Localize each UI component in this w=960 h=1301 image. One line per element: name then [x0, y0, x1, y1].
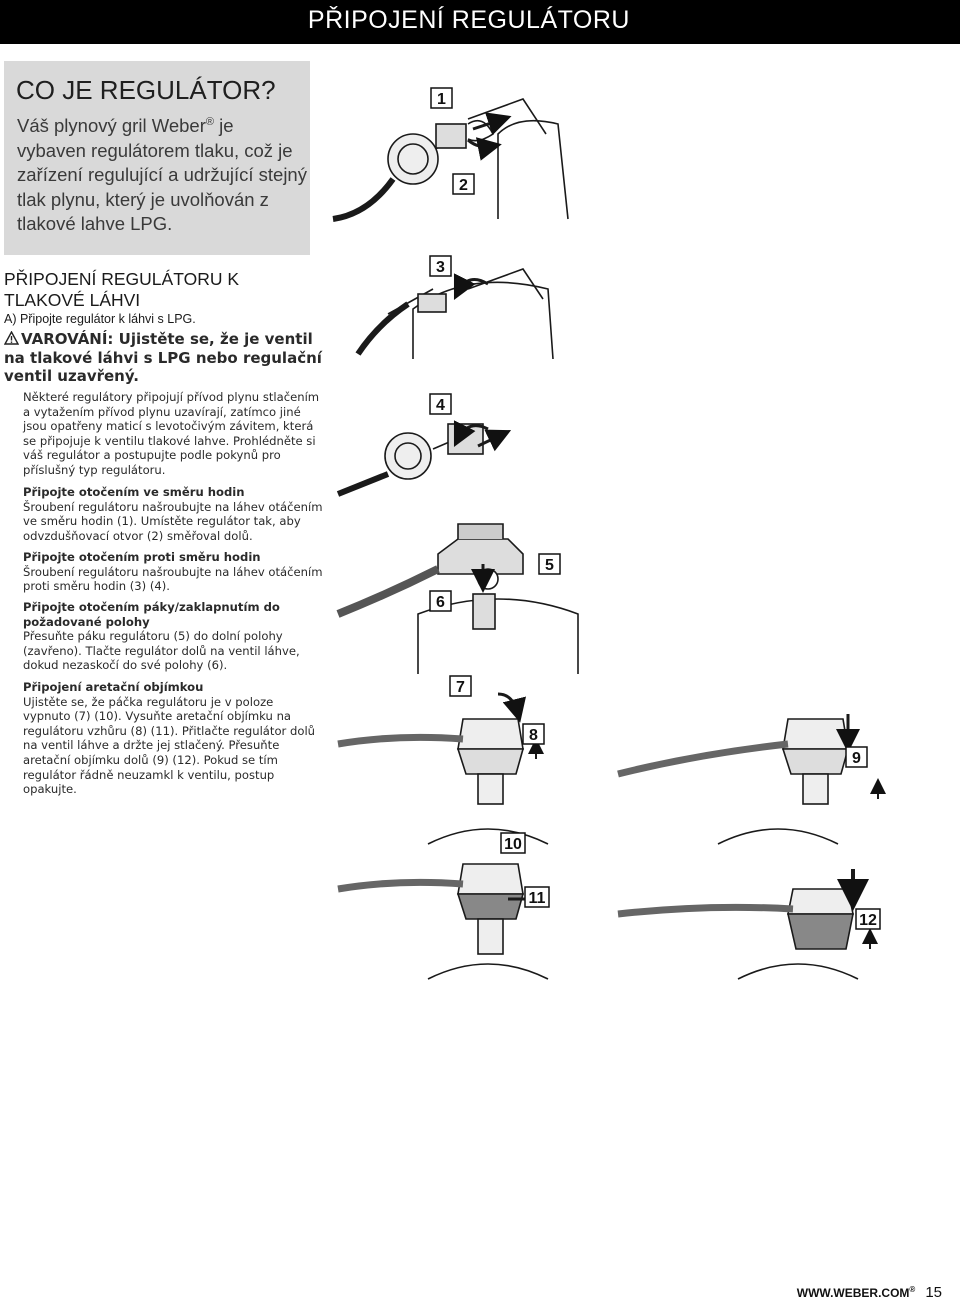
block-clockwise	[23, 485, 323, 543]
callout-1	[431, 88, 452, 108]
callout-2	[453, 174, 474, 194]
intro-text-post: je vybaven regulátorem tlaku, což je zařízení regulující a udržující stejný tlak plynu, který je uvolňován z tlakové lahve LPG.	[17, 115, 307, 235]
callout-label: 4	[436, 397, 445, 414]
intro-title: CO JE REGULÁTOR?	[16, 75, 276, 105]
block-lever	[23, 600, 323, 673]
para-1: Některé regulátory připojují přívod plynu stlačením a vytažením přívod plynu uzavírají, zatímco jiné jsou opatřeny maticí s levotočivým závitem, která se připojuje k ventilu tlakové lahve. Prohlédněte si váš regulátor a postupujte podle pokynů pro příslušný typ regulátoru.	[23, 390, 320, 477]
step-a: A) Připojte regulátor k láhvi s LPG.	[4, 312, 196, 326]
page-number: 15	[925, 1284, 942, 1301]
callout-label: 5	[545, 557, 554, 574]
block-lever-text: Přesuňte páku regulátoru (5) do dolní polohy (zavřeno). Tlačte regulátor dolů na ventil láhve, dokud nezaskočí do své polohy (6).	[23, 629, 300, 673]
block-clockwise-text: Šroubení regulátoru našroubujte na láhev otáčením ve směru hodin (1). Umístěte regulátor tak, aby odvzdušňovací otvor (2) směřoval dolů.	[23, 499, 323, 543]
callout-12	[856, 909, 880, 929]
block-counterclockwise	[23, 550, 323, 594]
warning-text: VAROVÁNÍ: Ujistěte se, že je ventil na tlakové láhvi s LPG nebo regulační ventil uzavřený.	[4, 330, 322, 385]
callout-label: 10	[504, 836, 522, 853]
intro-text-pre: Váš plynový gril Weber	[17, 115, 206, 137]
block-counterclockwise-text: Šroubení regulátoru našroubujte na láhev otáčením proti směru hodin (3) (4).	[23, 564, 323, 594]
warning-icon	[4, 331, 19, 345]
callout-10	[501, 833, 525, 853]
warning	[4, 330, 324, 386]
callout-6	[430, 591, 451, 611]
illustration-clockwise	[333, 99, 568, 219]
regulator-illustrations	[318, 54, 958, 984]
callout-4	[430, 394, 451, 414]
callout-label: 7	[456, 679, 465, 696]
page-title: PŘIPOJENÍ REGULÁTORU	[307, 6, 630, 34]
callout-label: 3	[436, 259, 445, 276]
intro-text	[17, 110, 307, 237]
footer	[797, 1284, 942, 1301]
illustration-collar-7-8	[338, 694, 548, 844]
callout-9	[846, 747, 867, 767]
illustration-lever	[338, 524, 578, 674]
footer-url: WWW.WEBER.COM	[796, 1286, 910, 1300]
callout-label: 2	[459, 177, 468, 194]
illustration-collar-9	[618, 714, 878, 844]
section-title: PŘIPOJENÍ REGULÁTORU K TLAKOVÉ LÁHVI	[4, 269, 240, 310]
callout-label: 8	[529, 727, 538, 744]
illustration-collar-12	[618, 869, 870, 979]
block-lever-heading: Připojte otočením páky/zaklapnutím do požadované polohy	[23, 600, 280, 629]
illustration-counterclockwise-3	[358, 269, 553, 359]
block-counterclockwise-heading: Připojte otočením proti směru hodin	[23, 550, 261, 564]
callout-label: 9	[852, 750, 861, 767]
block-collar-text: Ujistěte se, že páčka regulátoru je v poloze vypnuto (7) (10). Vysuňte aretační objímku na regulátoru vzhůru (8) (11). Přitlačte regulátor dolů na ventil láhve a držte jej stlačený. Přesuňte aretační objímku dolů (9) (12). Pokud se tím regulátor řádně neuzamkl k ventilu, postup opakujte.	[23, 694, 316, 797]
callout-8	[523, 724, 544, 744]
block-collar	[23, 680, 323, 797]
footer-reg: ®	[909, 1285, 916, 1294]
callout-3	[430, 256, 451, 276]
callout-5	[539, 554, 560, 574]
callout-label: 6	[436, 594, 445, 611]
block-collar-heading: Připojení aretační objímkou	[23, 680, 204, 694]
callout-label: 11	[528, 890, 546, 907]
callout-7	[450, 676, 471, 696]
callout-label: 12	[859, 912, 877, 929]
block-clockwise-heading: Připojte otočením ve směru hodin	[23, 485, 245, 499]
registered-mark: ®	[205, 116, 214, 128]
illustration-counterclockwise-4	[338, 424, 503, 494]
illustration-collar-10-11	[338, 864, 548, 979]
callout-label: 1	[437, 91, 446, 108]
callout-11	[525, 887, 549, 907]
